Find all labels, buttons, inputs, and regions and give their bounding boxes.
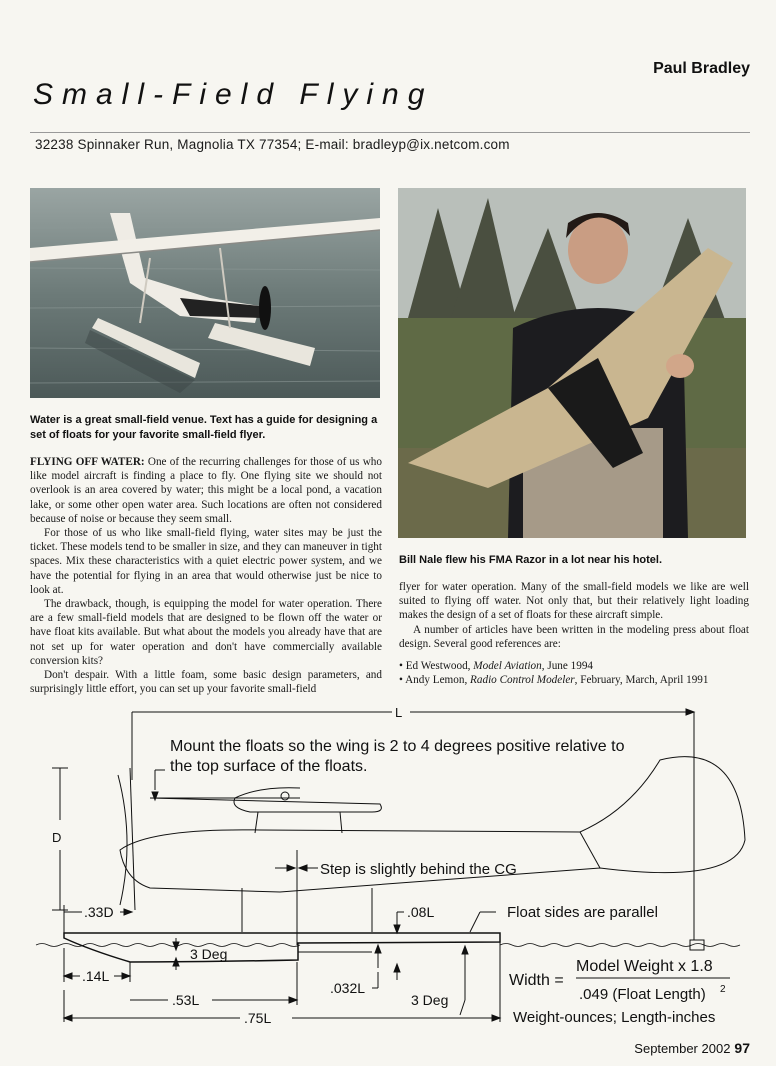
angle-3deg-rear: 3 Deg: [411, 992, 449, 1008]
dim-033D: .33D: [84, 904, 114, 920]
paragraph: For those of us who like small-field flying, water sites may be just the ticket. These models tend to be smaller in size, and they can maneuver in tight spaces. Mix these characteristics with a quiet electric power system, and we have the potential for flying in an area that would otherwise just be nice to look at.: [30, 527, 382, 596]
paragraph: Don't despair. With a little foam, some basic design parameters, and surprisingly little effort, you can set up your favorite small-field: [30, 669, 382, 696]
author-name: Paul Bradley: [653, 60, 750, 77]
photo-caption-floatplane: Water is a great small-field venue. Text has a guide for designing a set of floats for your favorite small-field flyer.: [30, 414, 378, 441]
dim-D: D: [52, 830, 62, 845]
author-address: 32238 Spinnaker Run, Magnolia TX 77354; E-mail: bradleyp@ix.netcom.com: [35, 137, 510, 152]
paragraph: flyer for water operation. Many of the small-field models we like are well suited to flying off water. Not only that, but their relatively light loading makes the design of a set of floats for these aircraft simple.: [399, 581, 749, 622]
razor-photo: [398, 188, 746, 538]
header-rule: [30, 132, 750, 133]
reference-item: • Ed Westwood, Model Aviation, June 1994: [399, 660, 594, 673]
dim-0032L: .032L: [330, 980, 366, 996]
mount-note-line2: the top surface of the floats.: [170, 758, 368, 775]
angle-3deg-front: 3 Deg: [190, 946, 228, 962]
reference-item: • Andy Lemon, Radio Control Modeler, February, March, April 1991: [399, 674, 709, 687]
issue-date: September 2002: [634, 1041, 731, 1056]
section-lead: FLYING OFF WATER:: [30, 456, 145, 468]
reference-list: [399, 659, 749, 687]
dim-L: L: [395, 705, 403, 720]
page-footer: [560, 1040, 750, 1056]
column-title: Small-Field Flying: [33, 78, 434, 111]
width-denominator: .049 (Float Length): [579, 986, 706, 1003]
paragraph: A number of articles have been written in the modeling press about float design. Several good references are:: [399, 623, 749, 650]
paragraph: The drawback, though, is equipping the model for water operation. There are a few small-field models that are designed to be flown off the water or have float kits available. But what about the models you already have that are not set up for water operation and don't have commercially available conversion kits?: [30, 598, 382, 667]
units-note: Weight-ounces; Length-inches: [513, 1009, 716, 1026]
paragraph: FLYING OFF WATER: One of the recurring challenges for those of us who like model aircraft is finding a place to fly. One flying site we should not overlook is an area covered by water; this might be a local pond, a vacation lake, or some other open water area. Such locations are often not considered because of noise or because they seem small.: [30, 456, 382, 525]
dim-075L: .75L: [244, 1010, 272, 1026]
photo-caption-razor: Bill Nale flew his FMA Razor in a lot near his hotel.: [399, 554, 663, 566]
width-numerator: Model Weight x 1.8: [576, 958, 713, 975]
floatplane-photo: [30, 188, 380, 398]
dim-014L: .14L: [82, 968, 110, 984]
step-note: Step is slightly behind the CG: [320, 861, 517, 878]
page-number: 97: [734, 1040, 750, 1056]
dim-008L: .08L: [407, 904, 435, 920]
article-column-right: [399, 580, 749, 687]
width-exponent: 2: [720, 984, 726, 995]
float-design-diagram: [0, 700, 776, 1030]
width-label: Width =: [509, 972, 564, 989]
mount-note-line1: Mount the floats so the wing is 2 to 4 degrees positive relative to: [170, 738, 625, 755]
article-column-left: [30, 455, 382, 696]
dim-053L: .53L: [172, 992, 200, 1008]
float-sides-note: Float sides are parallel: [507, 904, 658, 921]
